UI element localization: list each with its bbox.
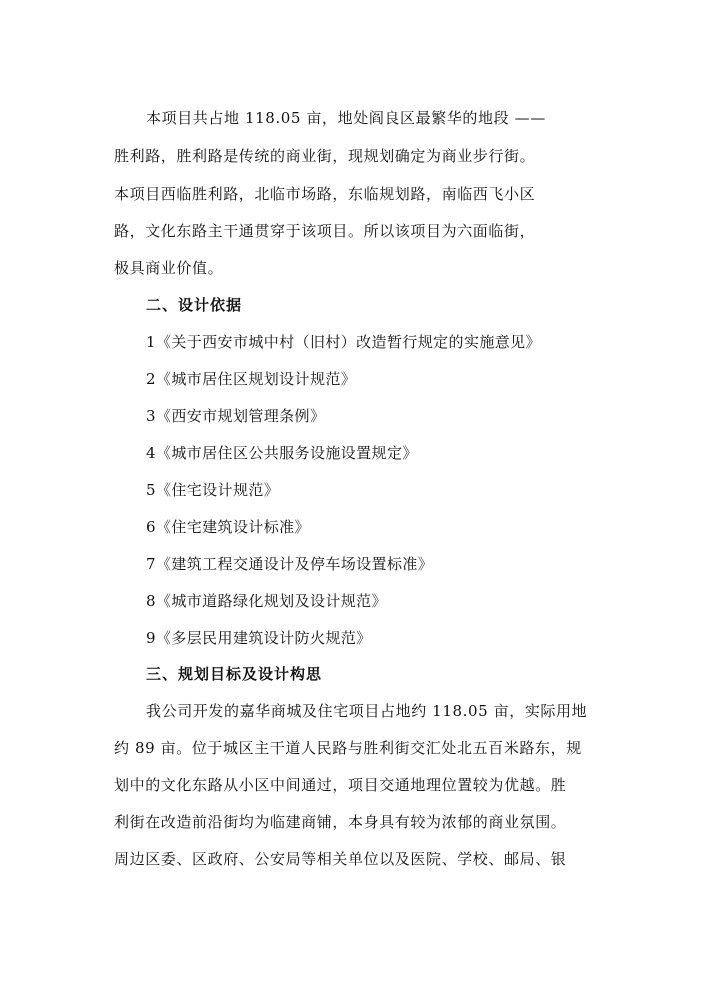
planning-line-2: 约 89 亩。位于城区主干道人民路与胜利街交汇处北五百米路东，规: [114, 739, 582, 757]
intro-line-3: 本项目西临胜利路，北临市场路，东临规划路，南临西飞小区: [114, 185, 536, 203]
section-heading-design-basis: 二、设计依据: [146, 296, 243, 314]
basis-item-7: 7《建筑工程交通设计及停车场设置标准》: [146, 555, 434, 573]
basis-item-5: 5《住宅设计规范》: [146, 481, 280, 499]
planning-line-3: 划中的文化东路从小区中间通过，项目交通地理位置较为优越。胜: [114, 776, 567, 794]
intro-line-1: 本项目共占地 118.05 亩，地处阎良区最繁华的地段 ——: [146, 109, 546, 127]
planning-line-1: 我公司开发的嘉华商城及住宅项目占地约 118.05 亩，实际用地: [146, 702, 588, 720]
basis-item-1: 1《关于西安市城中村（旧村）改造暂行规定的实施意见》: [146, 333, 541, 351]
basis-item-2: 2《城市居住区规划设计规范》: [146, 370, 357, 388]
planning-line-4: 利街在改造前沿街均为临建商铺，本身具有较为浓郁的商业氛围。: [114, 813, 567, 831]
basis-item-4: 4《城市居住区公共服务设施设置规定》: [146, 444, 418, 462]
intro-line-2: 胜利路，胜利路是传统的商业街，现规划确定为商业步行街。: [114, 147, 536, 165]
basis-item-8: 8《城市道路绿化规划及设计规范》: [146, 592, 387, 610]
basis-item-6: 6《住宅建筑设计标准》: [146, 518, 310, 536]
intro-line-4: 路，文化东路主干通贯穿于该项目。所以该项目为六面临街，: [114, 222, 536, 240]
intro-line-5: 极具商业价值。: [114, 259, 224, 277]
basis-item-3: 3《西安市规划管理条例》: [146, 407, 326, 425]
section-heading-planning-goals: 三、规划目标及设计构思: [146, 665, 323, 683]
planning-line-5: 周边区委、区政府、公安局等相关单位以及医院、学校、邮局、银: [114, 850, 567, 868]
basis-item-9: 9《多层民用建筑设计防火规范》: [146, 629, 372, 647]
